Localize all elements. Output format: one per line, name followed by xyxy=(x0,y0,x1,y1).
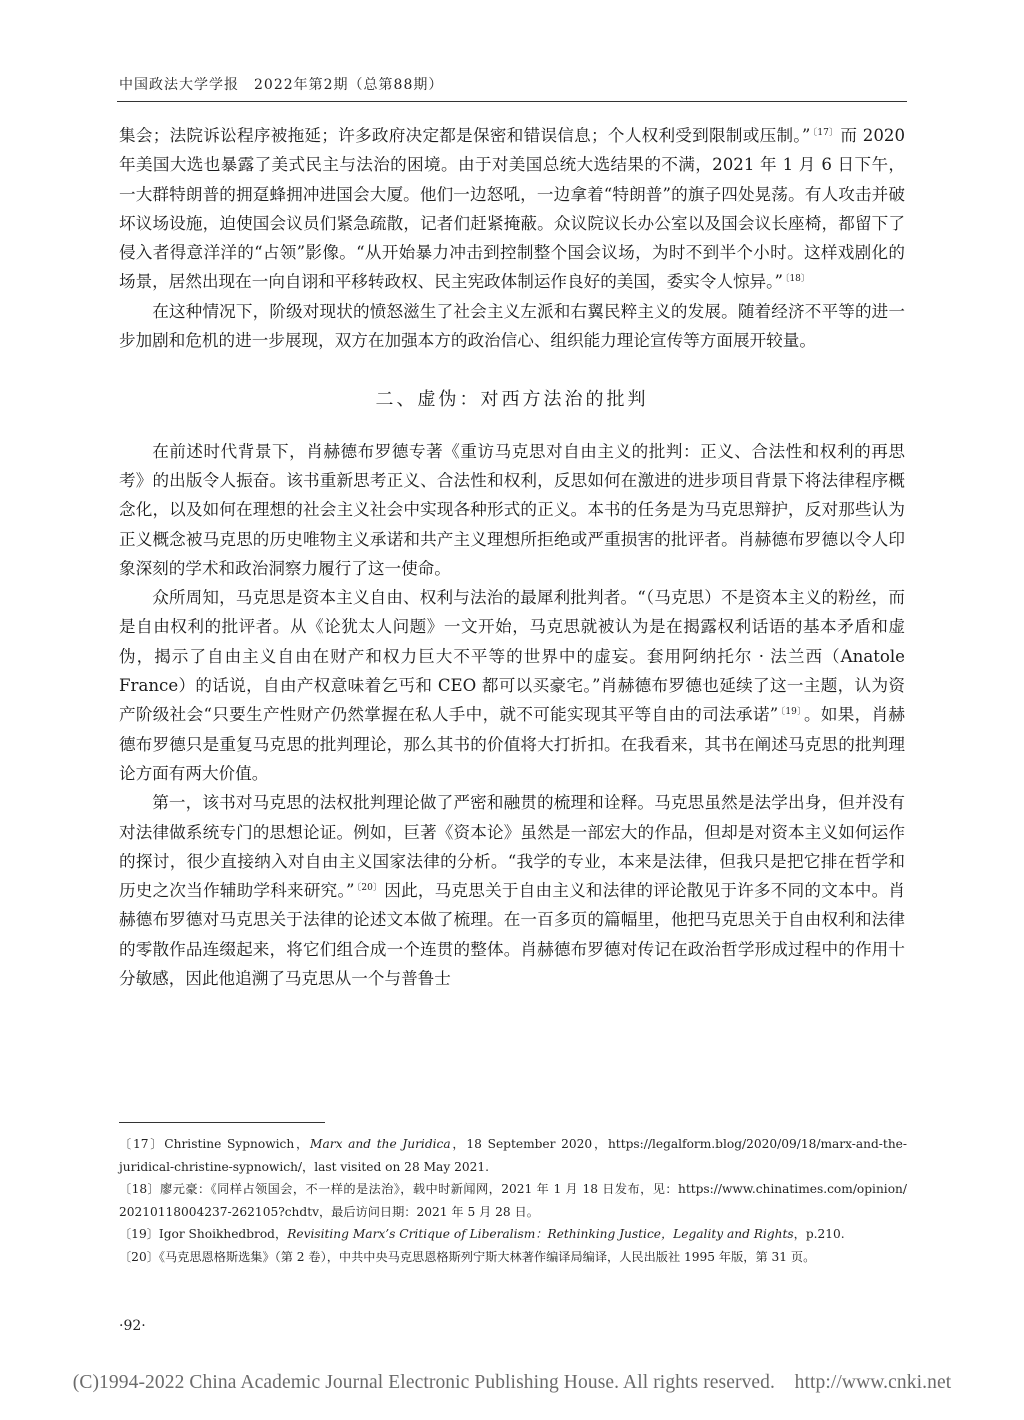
footnote-rule xyxy=(119,1122,325,1123)
footnote-19 xyxy=(119,1223,907,1246)
footnote-text: 〔19〕Igor Shoikhedbrod， xyxy=(119,1227,288,1242)
footnotes xyxy=(119,1133,907,1269)
paragraph-text: 因此，马克思关于自由主义和法律的评论散见于许多不同的文本中。肖赫德布罗德对马克思关于法律的论述文本做了梳理。在一百多页的篇幅里，他把马克思关于自由权利和法律的零散作品连缀起来，将它们组合成一个连贯的整体。肖赫德布罗德对传记在政治哲学形成过程中的作用十分敏感，因此他追溯了马克思从一个与普鲁士 xyxy=(119,881,906,989)
page-number: ·92· xyxy=(119,1318,146,1334)
footnote-ref-17[interactable]: 〔17〕 xyxy=(812,128,839,138)
footnote-title: Revisiting Marx’s Critique of Liberalism：Rethinking Justice，Legality and Rights xyxy=(287,1227,794,1242)
running-header: 中国政法大学学报 2022年第2期（总第88期） xyxy=(119,77,444,93)
footnote-title: Marx and the Juridica xyxy=(310,1137,451,1151)
paragraph-text: 而 2020 年美国大选也暴露了美式民主与法治的困境。由于对美国总统大选结果的不满，2021 年 1 月 6 日下午，一大群特朗普的拥趸蜂拥冲进国会大厦。他们一边怒吼，一边拿着“特朗普”的旗子四处晃荡。有人攻击并破坏议场设施，迫使国会议员们紧急疏散，记者们赶紧掩蔽。众议院议长办公室以及国会议长座椅，都留下了侵入者得意洋洋的“占领”影像。“从开始暴力冲击到控制整个国会议场，为时不到半个小时。这样戏剧化的场景，居然出现在一向自诩和平移转政权、民主宪政体制运作良好的美国，委实令人惊异。” xyxy=(119,126,906,292)
footnote-17 xyxy=(119,1133,907,1178)
paragraph: 在前述时代背景下，肖赫德布罗德专著《重访马克思对自由主义的批判：正义、合法性和权利的再思考》的出版令人振奋。该书重新思考正义、合法性和权利，反思如何在激进的进步项目背景下将法律程序概念化，以及如何在理想的社会主义社会中实现各种形式的正义。本书的任务是为马克思辩护，反对那些认为正义概念被马克思的历史唯物主义承诺和共产主义理想所拒绝或严重损害的批评者。肖赫德布罗德以令人印象深刻的学术和政治洞察力履行了这一使命。 xyxy=(119,441,905,578)
footnote-ref-18[interactable]: 〔18〕 xyxy=(784,274,810,285)
paragraph-text: 第一，该书对马克思的法权批判理论做了严密和融贯的梳理和诠释。马克思虽然是法学出身，但并没有对法律做系统专门的思想论证。例如，巨著《资本论》虽然是一部宏大的作品，但却是对资本主义如何运作的探讨，很少直接纳入对自由主义国家法律的分析。“我学的专业，本来是法律，但我只是把它排在哲学和历史之次当作辅助学科来研究。” xyxy=(119,793,905,901)
paragraph: 在这种情况下，阶级对现状的愤怒滋生了社会主义左派和右翼民粹主义的发展。随着经济不平等的进一步加剧和危机的进一步展现，双方在加强本方的政治信心、组织能力理论宣传等方面展开较量。 xyxy=(119,301,905,351)
section-title: 二、虚伪：对西方法治的批判 xyxy=(375,389,649,411)
footnote-ref-19[interactable]: 〔19〕 xyxy=(780,707,802,718)
footnote-text: ，p.210. xyxy=(793,1227,845,1242)
footnote-20: 〔20〕《马克思恩格斯选集》（第 2 卷），中共中央马克思恩格斯列宁斯大林著作编译局编译，人民出版社 1995 年版，第 31 页。 xyxy=(119,1249,816,1264)
paragraph-text: 。如果，肖赫德布罗德只是重复马克思的批判理论，那么其书的价值将大打折扣。在我看来，其书在阐述马克思的批判理论方面有两大价值。 xyxy=(119,705,906,783)
footnote-text: ，18 September 2020，https://legalform.blog/2020/09/18/marx-and-the-juridical-christine-sypnowich/，last visited on 28 May 2021. xyxy=(119,1137,907,1174)
copyright-watermark: (C)1994-2022 China Academic Journal Electronic Publishing House. All rights reserved. http://www.cnki.net xyxy=(72,1372,952,1393)
footnote-text: 〔17〕Christine Sypnowich， xyxy=(119,1137,311,1151)
paragraph xyxy=(119,788,905,993)
article-body xyxy=(119,121,905,993)
paragraph-text: 众所周知，马克思是资本主义自由、权利与法治的最犀利批判者。“（马克思）不是资本主义的粉丝，而是自由权利的批评者。从《论犹太人问题》一文开始，马克思就被认为是在揭露权利话语的基本矛盾和虚伪，揭示了自由主义自由在财产和权力巨大不平等的世界中的虚妄。套用阿纳托尔 · 法兰西（Anatole France）的话说，自由产权意味着乞丐和 CEO 都可以买豪宅。”肖赫德布罗德也延续了这一主题，认为资产阶级社会“只要生产性财产仍然掌握在私人手中，就不可能实现其平等自由的司法承诺” xyxy=(119,588,905,725)
paragraph xyxy=(119,583,905,788)
footnote-ref-20[interactable]: 〔20〕 xyxy=(356,883,383,894)
paragraph-continuation xyxy=(119,121,905,297)
header-rule xyxy=(117,101,907,102)
footnote-18: 〔18〕廖元豪：《同样占领国会，不一样的是法治》，载中时新闻网，2021 年 1 月 18 日发布，见：https://www.chinatimes.com/opinion/ 20210118004237-262105?chdtv，最后访问日期：2021 年 5 月 28 日。 xyxy=(119,1182,907,1219)
paragraph-text: 集会；法院诉讼程序被拖延；许多政府决定都是保密和错误信息；个人权利受到限制或压制。” xyxy=(119,126,811,145)
